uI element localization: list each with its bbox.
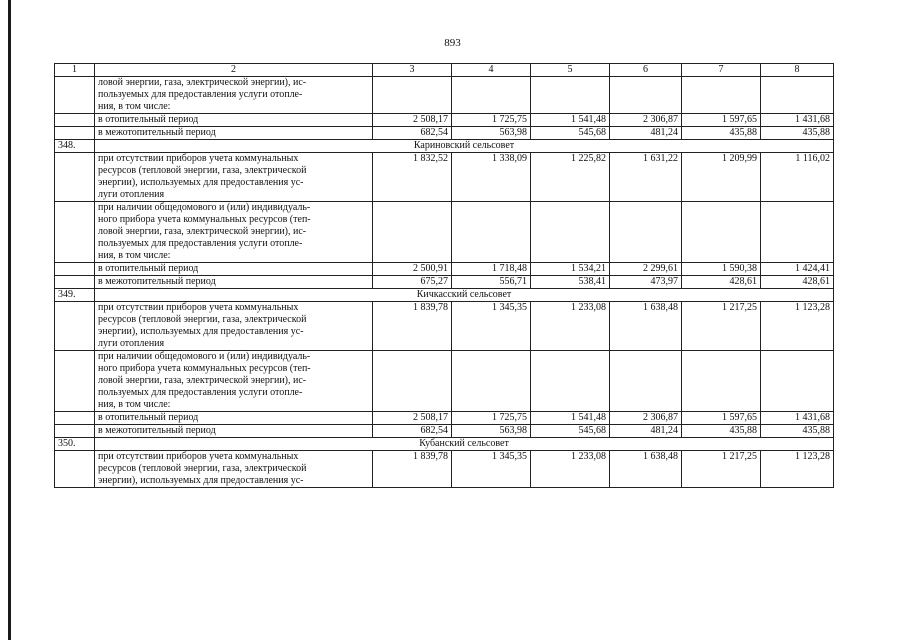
description-line: в межотопительный период <box>98 276 216 287</box>
description-row <box>55 451 834 488</box>
value-cell: 1 839,78 <box>373 451 452 488</box>
value-cell <box>610 202 682 263</box>
description-line: при наличии общедомового и (или) индивидуаль- <box>98 202 311 213</box>
row-description <box>95 114 373 127</box>
value-cell: 1 345,35 <box>452 451 531 488</box>
value-cell <box>531 202 610 263</box>
value-cell: 1 638,48 <box>610 451 682 488</box>
description-line: ния, в том числе: <box>98 101 171 112</box>
value-cell <box>682 202 761 263</box>
value-cell: 2 299,61 <box>610 263 682 276</box>
row-description <box>95 276 373 289</box>
column-header: 2 <box>95 64 373 77</box>
value-cell: 1 839,78 <box>373 302 452 351</box>
value-cell: 1 233,08 <box>531 302 610 351</box>
section-title: Кичкасский сельсовет <box>95 289 834 302</box>
value-cell: 1 597,65 <box>682 114 761 127</box>
value-cell: 2 500,91 <box>373 263 452 276</box>
description-line: ресурсов (тепловой энергии, газа, электрической <box>98 463 307 474</box>
description-line: при наличии общедомового и (или) индивидуаль- <box>98 351 311 362</box>
value-cell: 473,97 <box>610 276 682 289</box>
row-number-cell <box>55 276 95 289</box>
value-cell <box>452 77 531 114</box>
value-cell: 435,88 <box>682 127 761 140</box>
description-row <box>55 153 834 202</box>
description-line: ного прибора учета коммунальных ресурсов (теп- <box>98 363 311 374</box>
row-number-cell <box>55 263 95 276</box>
row-number-cell <box>55 451 95 488</box>
row-description <box>95 351 373 412</box>
value-cell <box>761 77 834 114</box>
description-line: в межотопительный период <box>98 425 216 436</box>
description-line: ного прибора учета коммунальных ресурсов (теп- <box>98 214 311 225</box>
period-row <box>55 412 834 425</box>
value-cell: 2 306,87 <box>610 114 682 127</box>
value-cell: 563,98 <box>452 425 531 438</box>
section-row <box>55 140 834 153</box>
description-line: ловой энергии, газа, электрической энергии), ис- <box>98 375 307 386</box>
value-cell: 1 225,82 <box>531 153 610 202</box>
row-number-cell <box>55 77 95 114</box>
value-cell: 1 725,75 <box>452 114 531 127</box>
value-cell <box>682 351 761 412</box>
header-row <box>55 64 834 77</box>
section-title: Кубанский сельсовет <box>95 438 834 451</box>
value-cell: 1 534,21 <box>531 263 610 276</box>
section-row <box>55 289 834 302</box>
description-line: пользуемых для предоставления услуги отопле- <box>98 387 303 398</box>
description-line: луги отопления <box>98 189 165 200</box>
section-number: 348. <box>55 140 95 153</box>
value-cell: 435,88 <box>761 127 834 140</box>
row-number-cell <box>55 302 95 351</box>
period-row <box>55 276 834 289</box>
value-cell: 1 631,22 <box>610 153 682 202</box>
value-cell: 1 431,68 <box>761 412 834 425</box>
value-cell: 563,98 <box>452 127 531 140</box>
description-line: в межотопительный период <box>98 127 216 138</box>
description-line: энергии), используемых для предоставления ус- <box>98 475 304 486</box>
description-line: ловой энергии, газа, электрической энергии), ис- <box>98 77 307 88</box>
row-number-cell <box>55 412 95 425</box>
column-header: 3 <box>373 64 452 77</box>
value-cell: 1 209,99 <box>682 153 761 202</box>
description-line: при отсутствии приборов учета коммунальных <box>98 153 299 164</box>
row-description <box>95 263 373 276</box>
description-line: ния, в том числе: <box>98 399 171 410</box>
section-row <box>55 438 834 451</box>
description-line: ресурсов (тепловой энергии, газа, электрической <box>98 314 307 325</box>
value-cell: 428,61 <box>761 276 834 289</box>
period-row <box>55 263 834 276</box>
row-description <box>95 425 373 438</box>
tariff-table <box>54 63 834 488</box>
value-cell <box>761 351 834 412</box>
value-cell: 1 217,25 <box>682 302 761 351</box>
section-number: 349. <box>55 289 95 302</box>
value-cell: 545,68 <box>531 127 610 140</box>
value-cell: 1 431,68 <box>761 114 834 127</box>
period-row <box>55 425 834 438</box>
value-cell: 1 638,48 <box>610 302 682 351</box>
table-body <box>55 64 834 488</box>
value-cell <box>452 202 531 263</box>
column-header: 4 <box>452 64 531 77</box>
description-row <box>55 351 834 412</box>
description-row <box>55 302 834 351</box>
value-cell <box>531 77 610 114</box>
description-line: ния, в том числе: <box>98 250 171 261</box>
value-cell: 1 718,48 <box>452 263 531 276</box>
value-cell: 682,54 <box>373 127 452 140</box>
value-cell: 1 424,41 <box>761 263 834 276</box>
value-cell: 1 217,25 <box>682 451 761 488</box>
row-description <box>95 202 373 263</box>
description-line: пользуемых для предоставления услуги отопле- <box>98 238 303 249</box>
column-header: 1 <box>55 64 95 77</box>
row-number-cell <box>55 202 95 263</box>
value-cell: 1 116,02 <box>761 153 834 202</box>
description-line: энергии), используемых для предоставления ус- <box>98 177 304 188</box>
value-cell: 481,24 <box>610 127 682 140</box>
page-number: 893 <box>444 37 461 49</box>
row-number-cell <box>55 153 95 202</box>
value-cell: 435,88 <box>761 425 834 438</box>
description-row <box>55 77 834 114</box>
row-description <box>95 77 373 114</box>
description-line: в отопительный период <box>98 412 199 423</box>
value-cell: 1 541,48 <box>531 114 610 127</box>
description-line: при отсутствии приборов учета коммунальных <box>98 302 299 313</box>
value-cell: 1 123,28 <box>761 451 834 488</box>
row-number-cell <box>55 425 95 438</box>
row-description <box>95 127 373 140</box>
value-cell <box>610 351 682 412</box>
row-description <box>95 412 373 425</box>
value-cell: 538,41 <box>531 276 610 289</box>
column-header: 8 <box>761 64 834 77</box>
description-line: энергии), используемых для предоставления ус- <box>98 326 304 337</box>
section-title: Кариновский сельсовет <box>95 140 834 153</box>
value-cell: 682,54 <box>373 425 452 438</box>
value-cell: 1 345,35 <box>452 302 531 351</box>
row-description <box>95 153 373 202</box>
section-number: 350. <box>55 438 95 451</box>
value-cell: 2 508,17 <box>373 412 452 425</box>
row-description <box>95 451 373 488</box>
value-cell: 1 590,38 <box>682 263 761 276</box>
binding-edge-mark <box>8 0 11 640</box>
description-line: луги отопления <box>98 338 165 349</box>
value-cell: 1 597,65 <box>682 412 761 425</box>
value-cell: 556,71 <box>452 276 531 289</box>
description-line: в отопительный период <box>98 114 199 125</box>
row-description <box>95 302 373 351</box>
value-cell: 2 508,17 <box>373 114 452 127</box>
column-header: 6 <box>610 64 682 77</box>
value-cell: 435,88 <box>682 425 761 438</box>
value-cell: 1 725,75 <box>452 412 531 425</box>
value-cell: 1 832,52 <box>373 153 452 202</box>
description-row <box>55 202 834 263</box>
value-cell <box>531 351 610 412</box>
value-cell <box>452 351 531 412</box>
column-header: 7 <box>682 64 761 77</box>
description-line: ресурсов (тепловой энергии, газа, электрической <box>98 165 307 176</box>
column-header: 5 <box>531 64 610 77</box>
description-line: при отсутствии приборов учета коммунальных <box>98 451 299 462</box>
value-cell <box>761 202 834 263</box>
row-number-cell <box>55 114 95 127</box>
value-cell: 1 541,48 <box>531 412 610 425</box>
value-cell <box>682 77 761 114</box>
description-line: в отопительный период <box>98 263 199 274</box>
value-cell <box>373 77 452 114</box>
description-line: пользуемых для предоставления услуги отопле- <box>98 89 303 100</box>
value-cell: 545,68 <box>531 425 610 438</box>
row-number-cell <box>55 351 95 412</box>
value-cell: 2 306,87 <box>610 412 682 425</box>
value-cell: 1 123,28 <box>761 302 834 351</box>
value-cell <box>373 202 452 263</box>
value-cell: 428,61 <box>682 276 761 289</box>
value-cell: 1 233,08 <box>531 451 610 488</box>
period-row <box>55 127 834 140</box>
value-cell <box>373 351 452 412</box>
value-cell <box>610 77 682 114</box>
value-cell: 1 338,09 <box>452 153 531 202</box>
value-cell: 675,27 <box>373 276 452 289</box>
period-row <box>55 114 834 127</box>
description-line: ловой энергии, газа, электрической энергии), ис- <box>98 226 307 237</box>
row-number-cell <box>55 127 95 140</box>
value-cell: 481,24 <box>610 425 682 438</box>
